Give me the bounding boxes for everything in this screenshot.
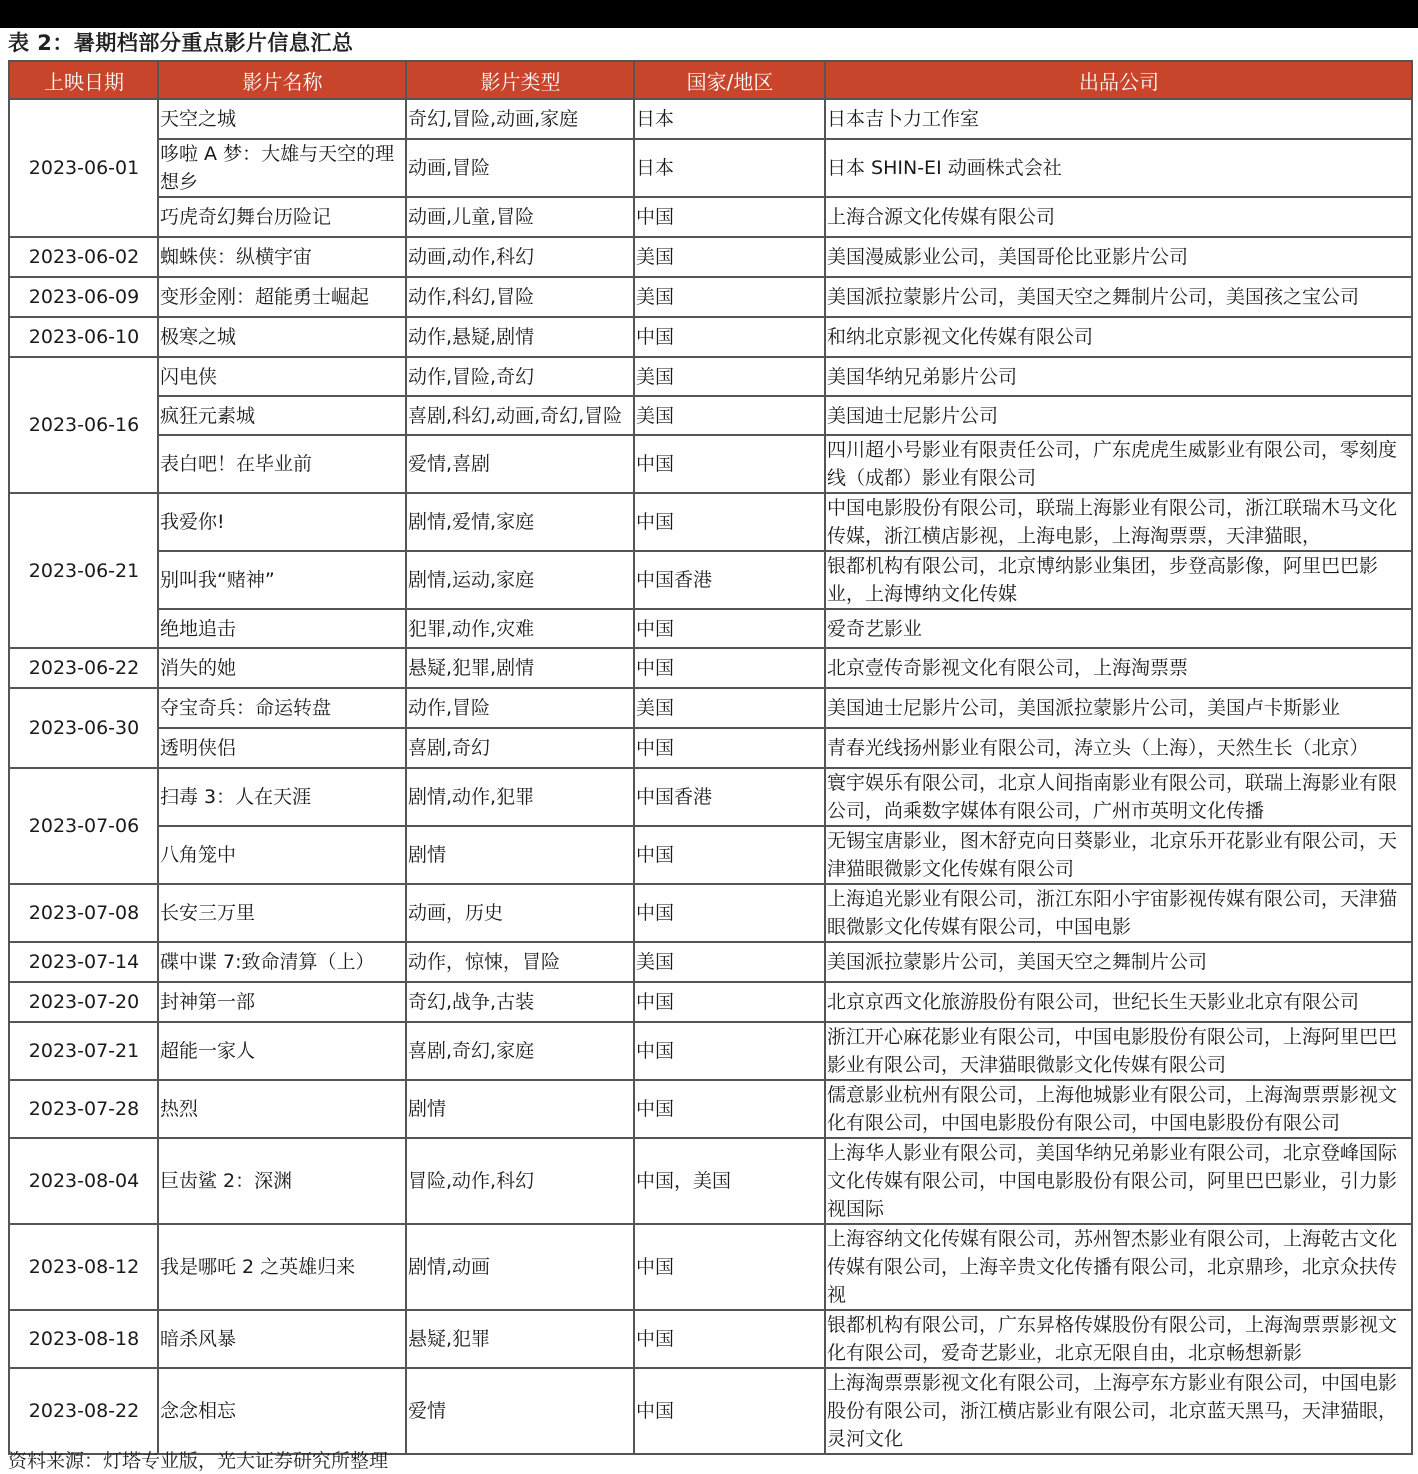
company-cell: 儒意影业杭州有限公司，上海他城影业有限公司，上海淘票票影视文化有限公司，中国电影股份有限公司，中国电影股份有限公司: [825, 1080, 1412, 1138]
region-cell: 中国: [634, 1224, 825, 1310]
release-date-cell: 2023-08-22: [9, 1368, 158, 1454]
film-name-cell: 蜘蛛侠：纵横宇宙: [158, 237, 406, 277]
table-row: [9, 884, 1412, 942]
film-name-cell: 我是哪吒 2 之英雄归来: [158, 1224, 406, 1310]
region-cell: 中国: [634, 982, 825, 1022]
company-cell: 美国漫威影业公司，美国哥伦比亚影片公司: [825, 237, 1412, 277]
region-cell: 中国香港: [634, 551, 825, 609]
genre-cell: 动作,冒险,奇幻: [406, 357, 634, 396]
company-cell: 无锡宝唐影业，图木舒克向日葵影业，北京乐开花影业有限公司，天津猫眼微影文化传媒有限公司: [825, 826, 1412, 884]
genre-cell: 奇幻,战争,古装: [406, 982, 634, 1022]
genre-cell: 爱情: [406, 1368, 634, 1454]
genre-cell: 悬疑,犯罪,剧情: [406, 648, 634, 688]
table-row: [9, 435, 1412, 493]
column-header-genre: 影片类型: [406, 61, 634, 99]
region-cell: 中国: [634, 1368, 825, 1454]
region-cell: 美国: [634, 357, 825, 396]
film-name-cell: 扫毒 3：人在天涯: [158, 768, 406, 826]
film-name-cell: 封神第一部: [158, 982, 406, 1022]
release-date-cell: 2023-06-01: [9, 99, 158, 237]
source-note: 资料来源：灯塔专业版，光大证券研究所整理: [8, 1450, 389, 1472]
company-cell: 美国迪士尼影片公司，美国派拉蒙影片公司，美国卢卡斯影业: [825, 688, 1412, 728]
genre-cell: 喜剧,奇幻,家庭: [406, 1022, 634, 1080]
company-cell: 日本吉卜力工作室: [825, 99, 1412, 139]
company-cell: 银都机构有限公司，北京博纳影业集团，步登高影像，阿里巴巴影业，上海博纳文化传媒: [825, 551, 1412, 609]
film-name-cell: 天空之城: [158, 99, 406, 139]
film-name-cell: 夺宝奇兵：命运转盘: [158, 688, 406, 728]
table-row: [9, 1310, 1412, 1368]
genre-cell: 剧情: [406, 1080, 634, 1138]
film-name-cell: 哆啦 A 梦：大雄与天空的理想乡: [158, 139, 406, 197]
film-name-cell: 我爱你!: [158, 493, 406, 551]
film-name-cell: 热烈: [158, 1080, 406, 1138]
table-row: [9, 1080, 1412, 1138]
company-cell: 美国派拉蒙影片公司，美国天空之舞制片公司: [825, 942, 1412, 982]
company-cell: 和纳北京影视文化传媒有限公司: [825, 317, 1412, 357]
company-cell: 中国电影股份有限公司，联瑞上海影业有限公司，浙江联瑞木马文化传媒，浙江横店影视，上海电影，上海淘票票，天津猫眼，: [825, 493, 1412, 551]
region-cell: 美国: [634, 277, 825, 317]
table-row: [9, 728, 1412, 768]
company-cell: 美国华纳兄弟影片公司: [825, 357, 1412, 396]
film-name-cell: 念念相忘: [158, 1368, 406, 1454]
region-cell: 中国: [634, 435, 825, 493]
release-date-cell: 2023-06-10: [9, 317, 158, 357]
table-row: [9, 99, 1412, 139]
company-cell: 日本 SHIN-EI 动画株式会社: [825, 139, 1412, 197]
region-cell: 日本: [634, 139, 825, 197]
top-black-bar: [0, 0, 1418, 28]
company-cell: 上海追光影业有限公司，浙江东阳小宇宙影视传媒有限公司，天津猫眼微影文化传媒有限公司，中国电影: [825, 884, 1412, 942]
region-cell: 中国香港: [634, 768, 825, 826]
region-cell: 中国: [634, 728, 825, 768]
region-cell: 中国: [634, 826, 825, 884]
release-date-cell: 2023-07-28: [9, 1080, 158, 1138]
genre-cell: 动作，惊悚，冒险: [406, 942, 634, 982]
genre-cell: 动画,动作,科幻: [406, 237, 634, 277]
genre-cell: 奇幻,冒险,动画,家庭: [406, 99, 634, 139]
film-name-cell: 表白吧！在毕业前: [158, 435, 406, 493]
film-name-cell: 极寒之城: [158, 317, 406, 357]
film-name-cell: 闪电侠: [158, 357, 406, 396]
genre-cell: 犯罪,动作,灾难: [406, 609, 634, 648]
genre-cell: 剧情,动作,犯罪: [406, 768, 634, 826]
film-name-cell: 巧虎奇幻舞台历险记: [158, 197, 406, 237]
table-row: [9, 609, 1412, 648]
table-row: [9, 688, 1412, 728]
film-name-cell: 别叫我“赌神”: [158, 551, 406, 609]
genre-cell: 冒险,动作,科幻: [406, 1138, 634, 1224]
table-row: [9, 139, 1412, 197]
film-name-cell: 透明侠侣: [158, 728, 406, 768]
company-cell: 上海淘票票影视文化有限公司，上海亭东方影业有限公司，中国电影股份有限公司，浙江横店影业有限公司，北京蓝天黑马，天津猫眼，灵河文化: [825, 1368, 1412, 1454]
films-table: [8, 60, 1413, 1455]
film-name-cell: 绝地追击: [158, 609, 406, 648]
release-date-cell: 2023-07-08: [9, 884, 158, 942]
release-date-cell: 2023-08-18: [9, 1310, 158, 1368]
film-name-cell: 暗杀风暴: [158, 1310, 406, 1368]
company-cell: 四川超小号影业有限责任公司，广东虎虎生威影业有限公司，零刻度线（成都）影业有限公司: [825, 435, 1412, 493]
company-cell: 浙江开心麻花影业有限公司，中国电影股份有限公司，上海阿里巴巴影业有限公司，天津猫眼微影文化传媒有限公司: [825, 1022, 1412, 1080]
region-cell: 中国: [634, 609, 825, 648]
release-date-cell: 2023-06-02: [9, 237, 158, 277]
release-date-cell: 2023-07-21: [9, 1022, 158, 1080]
table-title: 表 2：暑期档部分重点影片信息汇总: [8, 31, 354, 55]
genre-cell: 剧情,动画: [406, 1224, 634, 1310]
table-row: [9, 317, 1412, 357]
table-row: [9, 197, 1412, 237]
genre-cell: 动作,冒险: [406, 688, 634, 728]
company-cell: 美国派拉蒙影片公司，美国天空之舞制片公司，美国孩之宝公司: [825, 277, 1412, 317]
region-cell: 中国: [634, 884, 825, 942]
genre-cell: 剧情,爱情,家庭: [406, 493, 634, 551]
region-cell: 中国: [634, 1022, 825, 1080]
release-date-cell: 2023-07-14: [9, 942, 158, 982]
film-name-cell: 巨齿鲨 2：深渊: [158, 1138, 406, 1224]
table-row: [9, 551, 1412, 609]
genre-cell: 动画,儿童,冒险: [406, 197, 634, 237]
region-cell: 日本: [634, 99, 825, 139]
film-name-cell: 长安三万里: [158, 884, 406, 942]
genre-cell: 剧情,运动,家庭: [406, 551, 634, 609]
table-row: [9, 826, 1412, 884]
region-cell: 中国: [634, 197, 825, 237]
company-cell: 美国迪士尼影片公司: [825, 396, 1412, 435]
release-date-cell: 2023-06-16: [9, 357, 158, 493]
genre-cell: 动画，历史: [406, 884, 634, 942]
genre-cell: 剧情: [406, 826, 634, 884]
genre-cell: 喜剧,奇幻: [406, 728, 634, 768]
table-row: [9, 768, 1412, 826]
region-cell: 美国: [634, 942, 825, 982]
film-name-cell: 消失的她: [158, 648, 406, 688]
region-cell: 中国: [634, 317, 825, 357]
table-body: [9, 99, 1412, 1454]
company-cell: 北京京西文化旅游股份有限公司，世纪长生天影业北京有限公司: [825, 982, 1412, 1022]
film-name-cell: 超能一家人: [158, 1022, 406, 1080]
release-date-cell: 2023-06-21: [9, 493, 158, 648]
genre-cell: 悬疑,犯罪: [406, 1310, 634, 1368]
column-header-region: 国家/地区: [634, 61, 825, 99]
table-row: [9, 493, 1412, 551]
region-cell: 中国，美国: [634, 1138, 825, 1224]
genre-cell: 动作,悬疑,剧情: [406, 317, 634, 357]
release-date-cell: 2023-06-22: [9, 648, 158, 688]
company-cell: 银都机构有限公司，广东昇格传媒股份有限公司，上海淘票票影视文化有限公司，爱奇艺影业，北京无限自由，北京畅想新影: [825, 1310, 1412, 1368]
table-row: [9, 277, 1412, 317]
table-row: [9, 982, 1412, 1022]
table-row: [9, 396, 1412, 435]
region-cell: 中国: [634, 493, 825, 551]
region-cell: 美国: [634, 396, 825, 435]
column-header-date: 上映日期: [9, 61, 158, 99]
film-name-cell: 疯狂元素城: [158, 396, 406, 435]
column-header-film-name: 影片名称: [158, 61, 406, 99]
release-date-cell: 2023-08-12: [9, 1224, 158, 1310]
company-cell: 寰宇娱乐有限公司，北京人间指南影业有限公司，联瑞上海影业有限公司，尚乘数字媒体有限公司，广州市英明文化传播: [825, 768, 1412, 826]
region-cell: 中国: [634, 1310, 825, 1368]
table-row: [9, 237, 1412, 277]
company-cell: 上海合源文化传媒有限公司: [825, 197, 1412, 237]
table-row: [9, 1224, 1412, 1310]
region-cell: 美国: [634, 237, 825, 277]
company-cell: 北京壹传奇影视文化有限公司，上海淘票票: [825, 648, 1412, 688]
table-header-row: [9, 61, 1412, 99]
table-row: [9, 942, 1412, 982]
region-cell: 中国: [634, 648, 825, 688]
company-cell: 上海容纳文化传媒有限公司，苏州智杰影业有限公司，上海乾古文化传媒有限公司，上海辛贵文化传播有限公司，北京鼎珍，北京众扶传视: [825, 1224, 1412, 1310]
column-header-company: 出品公司: [825, 61, 1412, 99]
genre-cell: 爱情,喜剧: [406, 435, 634, 493]
table-row: [9, 1368, 1412, 1454]
table-row: [9, 357, 1412, 396]
region-cell: 中国: [634, 1080, 825, 1138]
release-date-cell: 2023-07-20: [9, 982, 158, 1022]
release-date-cell: 2023-08-04: [9, 1138, 158, 1224]
company-cell: 上海华人影业有限公司，美国华纳兄弟影业有限公司，北京登峰国际文化传媒有限公司，中国电影股份有限公司，阿里巴巴影业，引力影视国际: [825, 1138, 1412, 1224]
region-cell: 美国: [634, 688, 825, 728]
film-name-cell: 碟中谍 7:致命清算（上）: [158, 942, 406, 982]
release-date-cell: 2023-07-06: [9, 768, 158, 884]
company-cell: 爱奇艺影业: [825, 609, 1412, 648]
genre-cell: 动画,冒险: [406, 139, 634, 197]
film-name-cell: 变形金刚：超能勇士崛起: [158, 277, 406, 317]
table-row: [9, 648, 1412, 688]
company-cell: 青春光线扬州影业有限公司，涛立头（上海），天然生长（北京）: [825, 728, 1412, 768]
genre-cell: 动作,科幻,冒险: [406, 277, 634, 317]
release-date-cell: 2023-06-09: [9, 277, 158, 317]
film-name-cell: 八角笼中: [158, 826, 406, 884]
genre-cell: 喜剧,科幻,动画,奇幻,冒险: [406, 396, 634, 435]
table-row: [9, 1022, 1412, 1080]
release-date-cell: 2023-06-30: [9, 688, 158, 768]
table-row: [9, 1138, 1412, 1224]
